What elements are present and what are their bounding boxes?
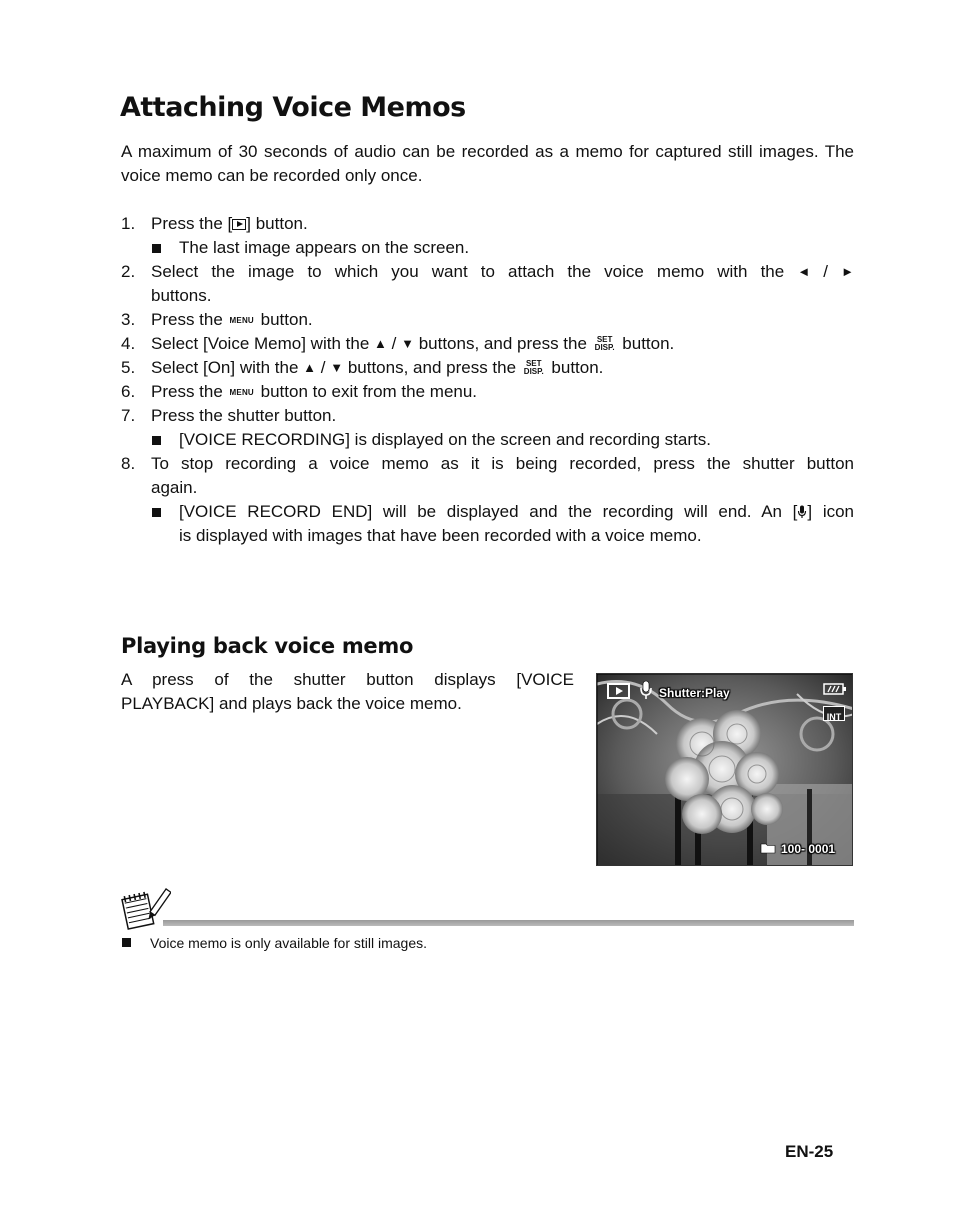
flower-photo [597,674,853,866]
step-8-bullet: [VOICE RECORD END] will be displayed and the recording will end. An [ ] icon [121,500,854,524]
step-7: 7. Press the shutter button. [121,406,337,425]
playback-button-icon [232,219,246,230]
page-title: Attaching Voice Memos [120,92,466,123]
note-divider [163,920,854,926]
bullet-square-icon [122,938,131,947]
step-8-cont: again. [151,478,198,497]
bullet-square-icon [152,508,161,517]
up-arrow-icon: ▲ [374,336,387,351]
set-disp-button-icon: SET DISP. [594,335,615,352]
set-disp-button-icon: SET DISP. [523,359,544,376]
internal-memory-icon: INT [823,706,845,721]
intro-paragraph: A maximum of 30 seconds of audio can be recorded as a memo for captured still images. The voice memo can be recorded only once. [121,142,854,185]
up-arrow-icon: ▲ [303,360,317,375]
step-2: 2. Select the image to which you want to attach the voice memo with the ◄ / ► [121,262,854,281]
folder-icon [760,842,776,854]
step-3: 3. Press the MENU button. [121,310,313,329]
file-number: 100- 0001 [781,842,836,856]
battery-icon [823,682,847,696]
bullet-square-icon [152,436,161,445]
step-2-cont: buttons. [151,286,212,305]
right-arrow-icon: ► [841,264,854,279]
step-1: 1. Press the [ ] button. [121,214,308,233]
note-notepad-icon [119,886,171,934]
section-title: Playing back voice memo [121,634,414,658]
microphone-icon [797,505,807,519]
microphone-icon [639,680,653,700]
shutter-play-hint: Shutter:Play [659,686,730,700]
bullet-square-icon [152,244,161,253]
step-5: 5. Select [On] with the ▲ / ▼ buttons, and press the SET DISP. button. [121,358,604,377]
steps-list [121,212,854,548]
section-paragraph-line-1: A press of the shutter button displays [VOICE [121,670,574,689]
down-arrow-icon: ▼ [401,336,414,351]
step-4: 4. Select [Voice Memo] with the ▲ / ▼ buttons, and press the SET DISP. button. [121,334,675,353]
section-paragraph-line-2: PLAYBACK] and plays back the voice memo. [121,694,462,713]
menu-button-icon: MENU [229,388,254,397]
left-arrow-icon: ◄ [797,264,811,279]
down-arrow-icon: ▼ [330,360,344,375]
step-7-bullet: [VOICE RECORDING] is displayed on the screen and recording starts. [121,428,854,452]
step-1-bullet: The last image appears on the screen. [121,236,854,260]
step-6: 6. Press the MENU button to exit from the menu. [121,382,478,401]
note-text: Voice memo is only available for still images. [150,935,428,951]
step-8: 8. To stop recording a voice memo as it is being recorded, press the shutter button [121,454,854,473]
page-number: EN-25 [785,1142,834,1161]
playback-mode-icon [607,682,631,700]
camera-screen-image [596,673,853,866]
step-8-bullet-cont: is displayed with images that have been recorded with a voice memo. [179,526,702,545]
menu-button-icon: MENU [229,316,254,325]
